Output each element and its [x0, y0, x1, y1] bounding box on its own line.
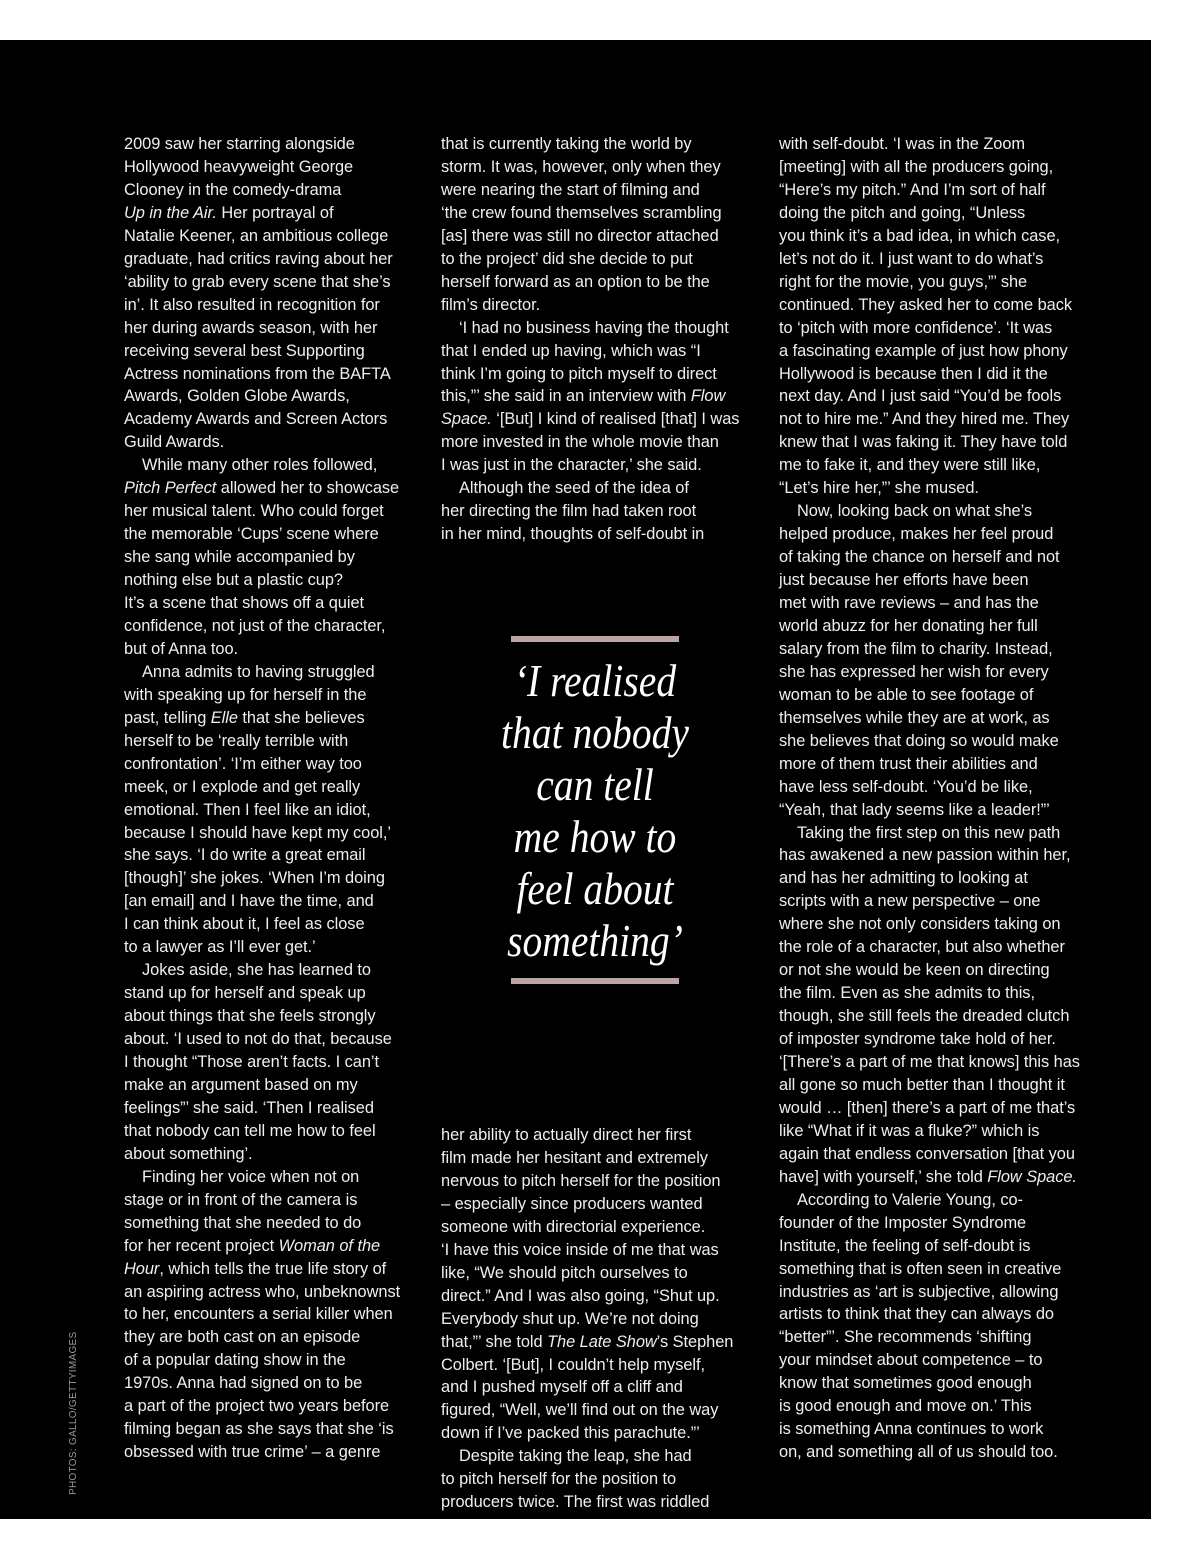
- text-line: have less self-doubt. ‘You’d be like,: [779, 777, 1033, 796]
- text-line: a part of the project two years before: [124, 1397, 390, 1416]
- text-line: I thought “Those aren’t facts. I can’t: [124, 1053, 380, 1071]
- text-line: you think it’s a bad idea, in which case,: [779, 226, 1061, 245]
- text-line: ‘ability to grab every scene that she’s: [124, 272, 391, 291]
- text-line: the role of a character, but also whether: [779, 938, 1065, 957]
- text-line: “Let’s hire her,”’ she mused.: [779, 479, 979, 498]
- pull-quote: [470, 636, 720, 986]
- text-line: met with rave reviews – and has the: [779, 594, 1039, 612]
- text-line: though, she still feels the dreaded clutch: [779, 1007, 1070, 1026]
- photo-credit: PHOTOS: GALLO/GETTYIMAGES: [68, 1331, 79, 1495]
- text-line: “better”’. She recommends ‘shifting: [779, 1328, 1032, 1347]
- text-line: ‘the crew found themselves scrambling: [441, 203, 722, 222]
- text-line: she says. ‘I do write a great email: [124, 846, 366, 865]
- text-line: and has her admitting to looking at: [779, 869, 1028, 888]
- text-line: Awards, Golden Globe Awards,: [124, 387, 350, 406]
- text-line: [though]’ she jokes. ‘When I’m doing: [124, 869, 385, 888]
- text-segment: past, telling: [124, 708, 211, 727]
- text-line: they are both cast on an episode: [124, 1328, 361, 1347]
- text-line: [779, 1167, 1077, 1187]
- text-line: of a popular dating show in the: [124, 1351, 346, 1370]
- text-line: of imposter syndrome take hold of her.: [779, 1030, 1056, 1049]
- text-line: with self-doubt. ‘I was in the Zoom: [779, 135, 1026, 153]
- text-line: confrontation’. ‘I’m either way too: [124, 754, 362, 773]
- text-line: obsessed with true crime’ – a genre: [124, 1443, 381, 1462]
- text-line: next day. And I just said “You’d be fools: [779, 387, 1062, 406]
- text-line: Taking the first step on this new path: [797, 823, 1061, 842]
- text-line: about. ‘I used to not do that, because: [124, 1030, 392, 1049]
- text-line: storm. It was, however, only when they: [441, 157, 721, 176]
- text-line: figured, “Well, we’ll find out on the way: [441, 1401, 719, 1420]
- text-line: on, and something all of us should too.: [779, 1443, 1058, 1462]
- text-line: meek, or I explode and get really: [124, 777, 361, 796]
- text-line: [124, 708, 365, 728]
- text-line: Despite taking the leap, she had: [459, 1447, 692, 1466]
- text-line: woman to be able to see footage of: [779, 685, 1034, 704]
- text-line: “Here’s my pitch.” And I’m sort of half: [779, 180, 1046, 199]
- text-line: Colbert. ‘[But], I couldn’t help myself,: [441, 1355, 706, 1374]
- text-line: doing the pitch and going, “Unless: [779, 203, 1026, 222]
- italic-title: Hour: [124, 1259, 160, 1278]
- text-line: to her, encounters a serial killer when: [124, 1305, 393, 1324]
- text-line: has awakened a new passion within her,: [779, 846, 1071, 865]
- text-line: to pitch herself for the position to: [441, 1470, 677, 1489]
- text-line: emotional. Then I feel like an idiot,: [124, 800, 371, 819]
- text-line: an aspiring actress who, unbeknownst: [124, 1282, 401, 1301]
- text-line: – especially since producers wanted: [441, 1194, 703, 1213]
- text-line: founder of the Imposter Syndrome: [779, 1213, 1027, 1232]
- italic-title: Elle: [210, 708, 238, 727]
- text-segment: ‘[But] I kind of realised [that] I was: [491, 410, 740, 429]
- text-line: producers twice. The first was riddled: [441, 1493, 710, 1512]
- text-line: Guild Awards.: [124, 433, 225, 452]
- text-line: were nearing the start of filming and: [441, 180, 700, 199]
- text-line: she believes that doing so would make: [779, 731, 1059, 750]
- text-line: all gone so much better than I thought it: [779, 1075, 1065, 1094]
- text-line: knew that I was faking it. They have told: [779, 433, 1068, 452]
- text-line: about something’.: [124, 1144, 253, 1163]
- text-line: I was just in the character,’ she said.: [441, 456, 702, 475]
- text-line: industries as ‘art is subjective, allowing: [779, 1282, 1059, 1301]
- text-line: let’s not do it. I just want to do what’s: [779, 249, 1044, 268]
- text-line: [124, 478, 399, 498]
- text-line: [124, 1236, 380, 1256]
- text-segment: Her portrayal of: [216, 203, 334, 222]
- pull-quote-top-rule: [511, 636, 679, 642]
- pull-quote-line: ‘I realised: [513, 655, 677, 706]
- text-segment: that,”’ she told: [441, 1332, 548, 1351]
- text-line: not to hire me.” And they hired me. They: [779, 410, 1070, 429]
- text-line: Anna admits to having struggled: [142, 662, 375, 681]
- text-line: nervous to pitch herself for the position: [441, 1171, 721, 1190]
- text-line: 2009 saw her starring alongside: [124, 135, 355, 153]
- italic-title: Flow: [690, 387, 726, 406]
- text-line: or not she would be keen on directing: [779, 961, 1050, 980]
- text-line: While many other roles followed,: [142, 456, 378, 475]
- text-line: of taking the chance on herself and not: [779, 548, 1060, 567]
- text-line: to ‘pitch with more confidence’. ‘It was: [779, 318, 1053, 337]
- text-line: Finding her voice when not on: [142, 1167, 360, 1186]
- text-line: where she not only considers taking on: [779, 915, 1061, 934]
- text-line: herself to be ‘really terrible with: [124, 731, 349, 750]
- text-segment: that she believes: [237, 708, 365, 727]
- text-segment: ’s Stephen: [656, 1332, 734, 1351]
- text-line: [124, 203, 334, 223]
- text-line: direct.” And I was also going, “Shut up.: [441, 1286, 720, 1305]
- pull-quote-bottom-rule: [511, 978, 679, 984]
- text-line: It’s a scene that shows off a quiet: [124, 594, 365, 612]
- text-line: stage or in front of the camera is: [124, 1190, 358, 1209]
- text-line: like, “We should pitch ourselves to: [441, 1263, 688, 1282]
- text-line: again that endless conversation [that you: [779, 1144, 1075, 1163]
- text-line: make an argument based on my: [124, 1075, 358, 1094]
- text-line: and I pushed myself off a cliff and: [441, 1378, 683, 1397]
- text-line: something that she needed to do: [124, 1213, 362, 1232]
- text-line: Academy Awards and Screen Actors: [124, 410, 388, 429]
- text-line: feelings”’ she said. ‘Then I realised: [124, 1098, 374, 1117]
- text-line: [124, 1259, 386, 1279]
- text-line: stand up for herself and speak up: [124, 984, 366, 1003]
- text-line: Natalie Keener, an ambitious college: [124, 226, 389, 245]
- text-line: [441, 1332, 733, 1352]
- text-line: she sang while accompanied by: [124, 548, 355, 567]
- text-line: Hollywood heavyweight George: [124, 157, 354, 176]
- text-line: filming began as she says that she ‘is: [124, 1420, 394, 1439]
- text-segment: , which tells the true life story of: [159, 1259, 387, 1278]
- text-line: her during awards season, with her: [124, 318, 378, 337]
- text-line: “Yeah, that lady seems like a leader!”’: [779, 800, 1050, 819]
- text-line: me to fake it, and they were still like,: [779, 456, 1041, 475]
- italic-title: Flow Space.: [987, 1167, 1077, 1186]
- text-line: would … [then] there’s a part of me that’s: [779, 1098, 1076, 1117]
- pull-quote-line: that nobody: [501, 707, 689, 758]
- text-line: continued. They asked her to come back: [779, 295, 1073, 314]
- text-line: to a lawyer as I’ll ever get.’: [124, 938, 316, 957]
- text-line: Clooney in the comedy-drama: [124, 180, 342, 199]
- text-line: think I’m going to pitch myself to direct: [441, 364, 717, 383]
- text-line: about things that she feels strongly: [124, 1007, 376, 1026]
- text-line: is something Anna continues to work: [779, 1420, 1044, 1439]
- text-line: her directing the film had taken root: [441, 502, 697, 521]
- text-line: her musical talent. Who could forget: [124, 502, 384, 521]
- text-line: to the project’ did she decide to put: [441, 249, 693, 268]
- italic-title: Pitch Perfect: [124, 479, 217, 498]
- text-line: Jokes aside, she has learned to: [142, 961, 371, 980]
- text-line: [meeting] with all the producers going,: [779, 157, 1054, 176]
- text-line: 1970s. Anna had signed on to be: [124, 1374, 363, 1393]
- text-line: Institute, the feeling of self-doubt is: [779, 1236, 1031, 1255]
- pull-quote-line: can tell: [536, 759, 654, 810]
- text-line: [as] there was still no director attached: [441, 226, 719, 245]
- text-line: like “What if it was a fluke?” which is: [779, 1121, 1040, 1140]
- text-line: her ability to actually direct her first: [441, 1126, 692, 1144]
- text-line: ‘I have this voice inside of me that was: [441, 1240, 719, 1259]
- pull-quote-line: me how to: [513, 811, 677, 862]
- text-line: just because her efforts have been: [779, 571, 1029, 590]
- text-line: the memorable ‘Cups’ scene where: [124, 525, 379, 544]
- text-line: scripts with a new perspective – one: [779, 892, 1041, 911]
- text-line: something that is often seen in creative: [779, 1259, 1062, 1278]
- text-line: herself forward as an option to be the: [441, 272, 710, 291]
- text-line: Actress nominations from the BAFTA: [124, 364, 391, 383]
- text-line: she has expressed her wish for every: [779, 662, 1049, 681]
- text-line: with speaking up for herself in the: [124, 685, 367, 704]
- pull-quote-line: feel about: [516, 863, 674, 914]
- text-line: in her mind, thoughts of self-doubt in: [441, 525, 705, 544]
- text-line: receiving several best Supporting: [124, 341, 365, 360]
- text-line: more invested in the whole movie than: [441, 433, 719, 452]
- text-line: confidence, not just of the character,: [124, 616, 386, 635]
- text-segment: have] with yourself,’ she told: [779, 1167, 988, 1186]
- text-line: Everybody shut up. We’re not doing: [441, 1309, 699, 1328]
- text-line: Although the seed of the idea of: [459, 479, 689, 498]
- text-line: film made her hesitant and extremely: [441, 1148, 708, 1167]
- italic-title: Space.: [441, 410, 492, 429]
- italic-title: Up in the Air.: [124, 203, 217, 222]
- text-line: I can think about it, I feel as close: [124, 915, 365, 934]
- text-line: According to Valerie Young, co-: [797, 1190, 1023, 1209]
- text-line: a fascinating example of just how phony: [779, 341, 1068, 360]
- text-line: because I should have kept my cool,’: [124, 823, 391, 842]
- text-line: artists to think that they can always do: [779, 1305, 1054, 1324]
- text-line: [441, 386, 725, 406]
- text-line: someone with directorial experience.: [441, 1217, 706, 1236]
- text-line: that nobody can tell me how to feel: [124, 1121, 376, 1140]
- text-line: salary from the film to charity. Instead,: [779, 639, 1053, 658]
- text-line: ‘[There’s a part of me that knows] this has: [779, 1053, 1080, 1071]
- text-line: [441, 409, 739, 429]
- text-segment: for her recent project: [124, 1236, 279, 1255]
- pull-quote-line: something’: [507, 915, 683, 966]
- text-line: right for the movie, you guys,”’ she: [779, 272, 1028, 291]
- text-line: the film. Even as she admits to this,: [779, 984, 1035, 1003]
- text-segment: this,”’ she said in an interview with: [441, 387, 691, 406]
- text-line: Hollywood is because then I did it the: [779, 364, 1048, 383]
- text-line: Now, looking back on what she’s: [797, 502, 1033, 521]
- text-line: helped produce, makes her feel proud: [779, 525, 1054, 544]
- magazine-page: [0, 40, 1151, 1519]
- text-line: down if I’ve packed this parachute.”’: [441, 1424, 700, 1443]
- text-line: film’s director.: [441, 295, 541, 314]
- text-line: themselves while they are at work, as: [779, 708, 1050, 727]
- text-line: know that sometimes good enough: [779, 1374, 1032, 1393]
- text-line: but of Anna too.: [124, 639, 239, 658]
- text-line: nothing else but a plastic cup?: [124, 571, 343, 590]
- text-line: that I ended up having, which was “I: [441, 341, 701, 360]
- text-line: ‘I had no business having the thought: [459, 318, 729, 337]
- italic-title: Woman of the: [278, 1236, 381, 1255]
- text-line: is good enough and move on.’ This: [779, 1397, 1032, 1416]
- text-line: that is currently taking the world by: [441, 135, 692, 153]
- italic-title: The Late Show: [547, 1332, 657, 1351]
- text-line: in’. It also resulted in recognition for: [124, 295, 380, 314]
- text-line: [an email] and I have the time, and: [124, 892, 374, 911]
- text-segment: allowed her to showcase: [216, 479, 400, 498]
- text-line: your mindset about competence – to: [779, 1351, 1043, 1370]
- text-line: graduate, had critics raving about her: [124, 249, 393, 268]
- text-line: world abuzz for her donating her full: [779, 616, 1038, 635]
- text-line: more of them trust their abilities and: [779, 754, 1038, 773]
